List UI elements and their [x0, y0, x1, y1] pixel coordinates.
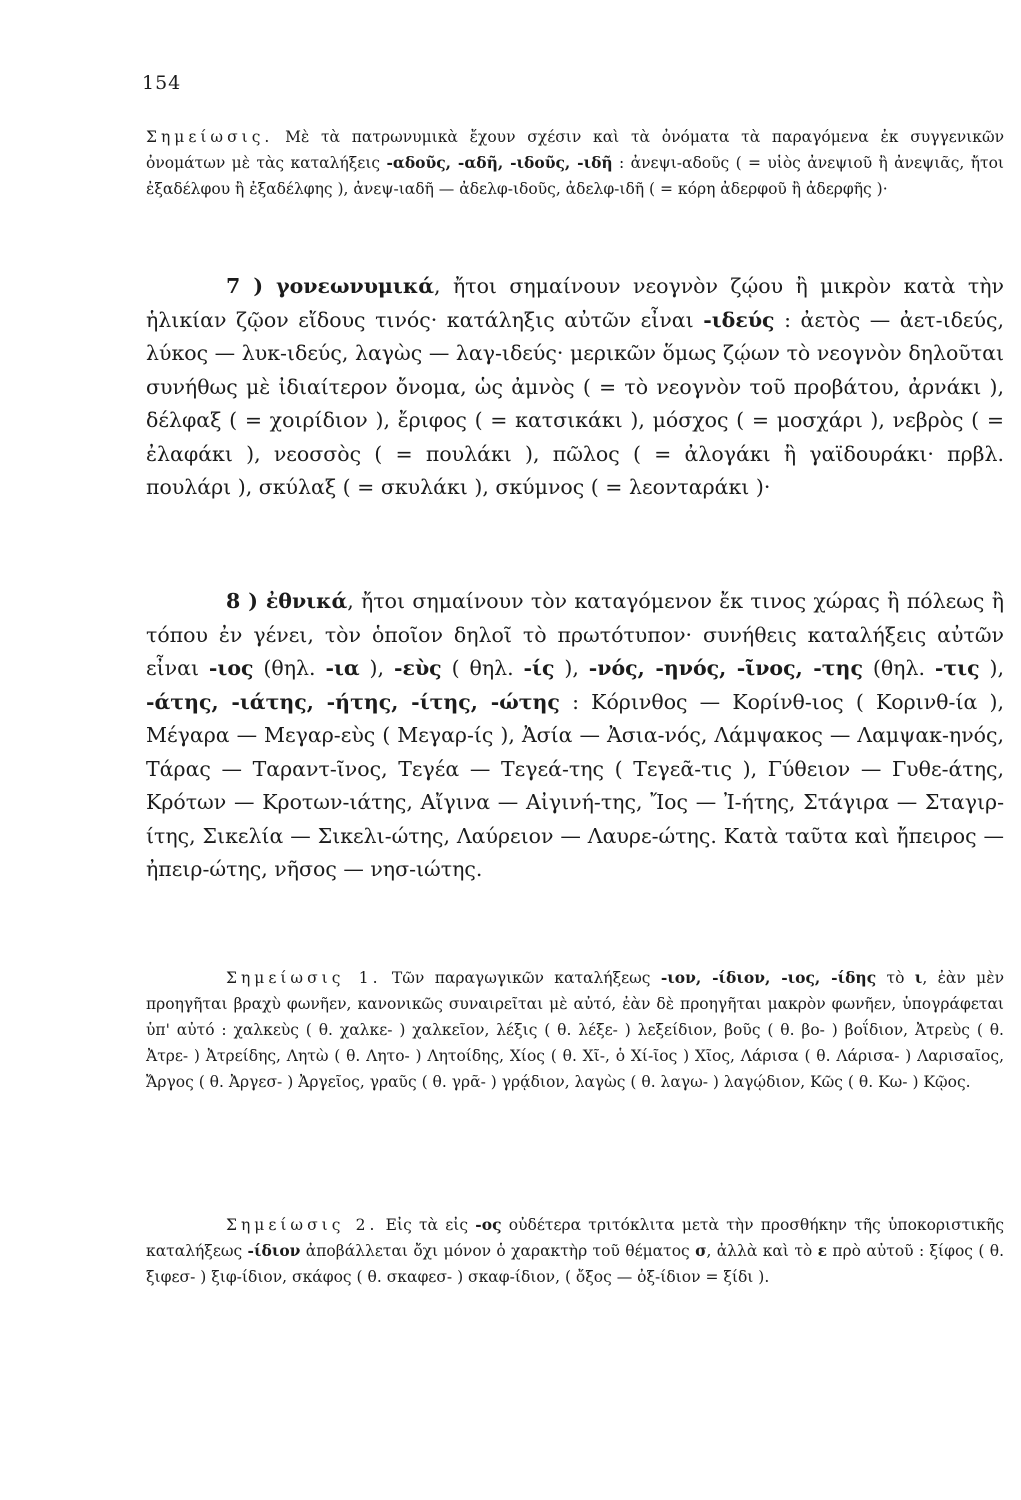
- section-8-ending-4: -ίς: [523, 656, 555, 680]
- note-2-letter-2: ε: [817, 1241, 828, 1260]
- section-8-text-4: ( θηλ.: [441, 656, 524, 680]
- note-2-ending-2: -ίδιον: [247, 1241, 301, 1260]
- note-1-endings: -ιον, -ίδιον, -ιος, -ίδης: [660, 968, 877, 987]
- note-2-text-1: Εἰς τὰ εἰς: [378, 1216, 476, 1234]
- section-8-text-1: , ἤτοι σημαίνουν τὸν καταγόμενον ἔκ τινος χώρας ἢ πόλεως ἢ τόπου ἐν γένει, τὸν ὁποῖον δηλοῖ τὸ πρωτότυπον· συνήθεις καταλήξεις αὐτῶν εἶναι: [146, 589, 1004, 680]
- section-7-text-1: , ἤτοι σημαίνουν νεογνὸν ζῴου ἢ μικρὸν κατὰ τὴν ἡλικίαν ζῷον εἴδους τινός· κατάληξις αὐτῶν εἶναι: [146, 274, 1004, 332]
- section-7-text-2: : ἀετὸς — ἀετ-ιδεύς, λύκος — λυκ-ιδεύς, λαγὼς — λαγ-ιδεύς· μερικῶν ὅμως ζῴων τὸ νεογνὸν δηλοῦται συνήθως μὲ ἰδιαίτερον ὄνομα, ὡς ἀμνὸς ( = τὸ νεογνὸν τοῦ προβάτου, ἀρνάκι ), δέλφαξ ( = χοιρίδιον ), ἔριφος ( = κατσικάκι ), μόσχος ( = μοσχάρι ), νεβρὸς ( = ἐλαφάκι ), νεοσσὸς ( = πουλάκι ), πῶλος ( = ἀλογάκι ἢ γαϊδουράκι· πρβλ. πουλάρι ), σκύλαξ ( = σκυλάκι ), σκύμνος ( = λεονταράκι )·: [146, 307, 1004, 499]
- section-8-text-3: ),: [359, 656, 394, 680]
- note-1-paragraph: [146, 965, 1004, 1095]
- note-1-label: Σημείωσις 1.: [226, 969, 382, 987]
- section-8-ending-5: -νός, -ηνός, -ῖνος, -της: [588, 656, 863, 680]
- note-1-letter: ι: [914, 968, 923, 987]
- note-1-text-3: , ἐὰν μὲν προηγῆται βραχὺ φωνῆεν, κανονικῶς συναιρεῖται μὲ αὐτό, ἐὰν δὲ προηγῆται μακρὸν φωνῆεν, ὑπογράφεται ὑπ' αὐτό : χαλκεὺς ( θ. χαλκε- ) χαλκεῖον, λέξις ( θ. λέξε- ) λεξείδιον, βοῦς ( θ. βο- ) βοΐδιον, Ἀτρεὺς ( θ. Ἀτρε- ) Ἀτρείδης, Λητὼ ( θ. Λητο- ) Λητοίδης, Χίος ( θ. Χῖ-, ὁ Χί-ῖος ) Χῖος, Λάρισα ( θ. Λάρισα- ) Λαρισαῖος, Ἄργος ( θ. Ἀργεσ- ) Ἀργεῖος, γραῦς ( θ. γρᾶ- ) γρᾴδιον, λαγὼς ( θ. λαγω- ) λαγῴδιον, Κῶς ( θ. Κω- ) Κῷος.: [146, 969, 1004, 1091]
- section-8-ending-3: -εὺς: [393, 656, 442, 680]
- note-1-text-2: τὸ: [876, 969, 915, 987]
- section-8-heading: 8 ) ἐθνικά: [226, 589, 348, 613]
- note-2-paragraph: [146, 1212, 1004, 1290]
- section-8-text-6: (θηλ.: [862, 656, 935, 680]
- note-2-ending-1: -ος: [475, 1215, 502, 1234]
- section-8-text-8: : Κόρινθος — Κορίνθ-ιος ( Κορινθ-ία ), Μέγαρα — Μεγαρ-εὺς ( Μεγαρ-ίς ), Ἀσία — Ἀσια-νός, Λάμψακος — Λαμψακ-ηνός, Τάρας — Ταραντ-ῖνος, Τεγέα — Τεγεά-της ( Τεγεᾶ-τις ), Γύθειον — Γυθε-άτης, Κρότων — Κροτων-ιάτης, Αἴγινα — Αἰγινή-της, Ἴος — Ἰ-ήτης, Στάγιρα — Σταγιρ-ίτης, Σικελία — Σικελι-ώτης, Λαύρειον — Λαυρε-ώτης. Κατὰ ταῦτα καὶ ἤπειρος — ἠπειρ-ώτης, νῆσος — νησ-ιώτης.: [146, 689, 1005, 881]
- section-8-text-7: ),: [979, 656, 1004, 680]
- note-2-text-3: ἀποβάλλεται ὄχι μόνον ὁ χαρακτὴρ τοῦ θέματος: [300, 1242, 696, 1260]
- note-top-text-2: : ἀνεψι-αδοῦς ( = υἱὸς ἀνεψιοῦ ἢ ἀνεψιᾶς, ἤτοι ἐξαδέλφου ἢ ἐξαδέλφης ), ἀνεψ-ιαδῆ — ἀδελφ-ιδοῦς, ἀδελφ-ιδῆ ( = κόρη ἀδερφοῦ ἢ ἀδερφῆς )·: [146, 154, 1004, 198]
- section-7-heading: 7 ) γονεωνυμικά: [226, 274, 434, 298]
- section-8-paragraph: [146, 585, 1004, 887]
- page-number: 154: [142, 72, 182, 94]
- note-1-text-1: Τῶν παραγωγικῶν καταλήξεως: [381, 969, 661, 987]
- note-2-text-4: , ἀλλὰ καὶ τὸ: [706, 1242, 818, 1260]
- section-7-ending: -ιδεύς: [703, 307, 775, 332]
- section-7-paragraph: [146, 270, 1004, 505]
- section-8-text-2: (θηλ.: [253, 656, 326, 680]
- section-8-ending-2: -ια: [325, 656, 360, 680]
- section-8-ending-7: -άτης, -ιάτης, -ήτης, -ίτης, -ώτης: [146, 689, 560, 714]
- note-top-endings: -αδοῦς, -αδῆ, -ιδοῦς, -ιδῆ: [386, 153, 613, 172]
- note-top-paragraph: [146, 124, 1004, 202]
- note-top-text-1: Μὲ τὰ πατρωνυμικὰ ἔχουν σχέσιν καὶ τὰ ὀνόματα τὰ παραγόμενα ἐκ συγγενικῶν ὀνομάτων μὲ τὰς καταλήξεις: [146, 128, 1004, 172]
- section-8-ending-6: -τις: [934, 656, 980, 680]
- section-8-ending-1: -ιος: [208, 656, 254, 680]
- note-top-label: Σημείωσις.: [146, 128, 274, 146]
- note-2-letter-1: σ: [695, 1241, 707, 1260]
- note-2-text-5: πρὸ αὐτοῦ : ξίφος ( θ. ξιφεσ- ) ξιφ-ίδιον, σκάφος ( θ. σκαφεσ- ) σκαφ-ίδιον, ( ὄξος — ὀξ-ίδιον = ξίδι ).: [146, 1242, 1005, 1286]
- note-2-text-2: οὐδέτερα τριτόκλιτα μετὰ τὴν προσθήκην τῆς ὑποκοριστικῆς καταλήξεως: [146, 1216, 1005, 1260]
- section-8-text-5: ),: [554, 656, 589, 680]
- note-2-label: Σημείωσις 2.: [226, 1216, 379, 1234]
